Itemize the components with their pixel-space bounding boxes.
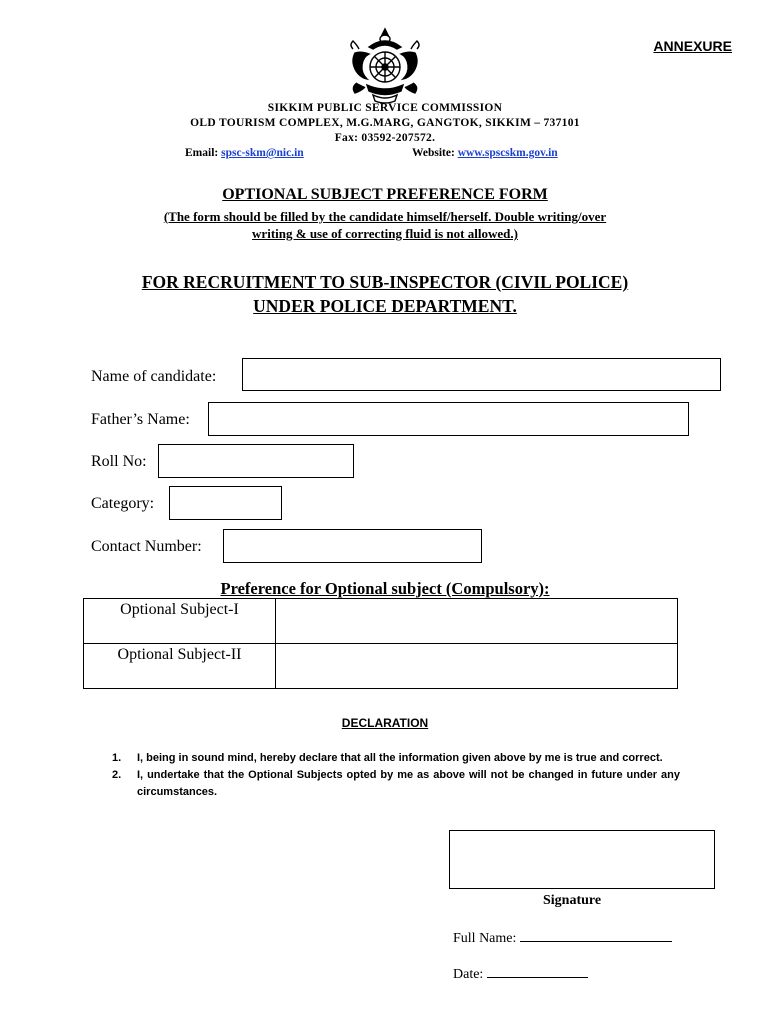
full-name-label: Full Name: (453, 931, 517, 946)
optional-subject-1-field[interactable] (277, 599, 677, 643)
declaration-item-text: I, undertake that the Optional Subjects opted by me as above will not be changed in future under any circumstances. (137, 769, 680, 798)
date-line[interactable] (487, 965, 588, 978)
annexure-label: ANNEXURE (653, 38, 732, 54)
declaration-heading: DECLARATION (341, 716, 429, 730)
org-fax: Fax: 03592-207572. (334, 132, 436, 144)
full-name-row (453, 929, 672, 947)
website-group (412, 147, 558, 159)
recruitment-line-2: UNDER POLICE DEPARTMENT. (253, 296, 517, 316)
website-link[interactable]: www.spscskm.gov.in (457, 147, 558, 159)
form-note-line-2: writing & use of correcting fluid is not allowed.) (252, 226, 518, 241)
roll-no-label: Roll No: (91, 453, 147, 470)
recruitment-line-1: FOR RECRUITMENT TO SUB-INSPECTOR (CIVIL POLICE) (141, 272, 629, 292)
declaration-item (112, 750, 680, 767)
form-note-line-1: (The form should be filled by the candidate himself/herself. Double writing/over (163, 209, 607, 224)
father-name-field[interactable] (208, 402, 689, 436)
date-row (453, 965, 588, 983)
name-label: Name of candidate: (91, 368, 217, 385)
optional-subject-1-label: Optional Subject-I (120, 601, 239, 618)
father-name-label: Father’s Name: (91, 411, 190, 428)
declaration-item-number: 2. (112, 769, 122, 781)
org-name: SIKKIM PUBLIC SERVICE COMMISSION (267, 102, 503, 114)
name-field[interactable] (242, 358, 721, 391)
email-link[interactable]: spsc-skm@nic.in (221, 147, 304, 159)
optional-subject-2-label: Optional Subject-II (117, 646, 242, 663)
preference-title: Preference for Optional subject (Compulsory): (220, 579, 550, 598)
declaration-item (112, 767, 680, 801)
email-label: Email: (185, 147, 222, 159)
date-label: Date: (453, 967, 484, 982)
recruitment-heading (0, 270, 770, 318)
declaration-item-number: 1. (112, 752, 122, 764)
category-label: Category: (91, 495, 155, 512)
sikkim-emblem-logo (347, 27, 423, 105)
signature-label: Signature (543, 893, 602, 908)
optional-subject-2-field[interactable] (277, 645, 677, 688)
preference-table (83, 598, 678, 689)
contact-number-label: Contact Number: (91, 538, 202, 555)
website-label: Website: (412, 147, 458, 159)
declaration-list (112, 750, 680, 801)
email-group (185, 147, 304, 159)
full-name-line[interactable] (520, 929, 672, 942)
form-note (90, 208, 680, 242)
org-address: OLD TOURISM COMPLEX, M.G.MARG, GANGTOK, SIKKIM – 737101 (190, 117, 580, 129)
form-title: OPTIONAL SUBJECT PREFERENCE FORM (222, 186, 548, 203)
signature-box[interactable] (449, 830, 715, 889)
declaration-item-text: I, being in sound mind, hereby declare that all the information given above by me is true and correct. (137, 752, 663, 764)
category-field[interactable] (169, 486, 282, 520)
roll-no-field[interactable] (158, 444, 354, 478)
contact-number-field[interactable] (223, 529, 482, 563)
